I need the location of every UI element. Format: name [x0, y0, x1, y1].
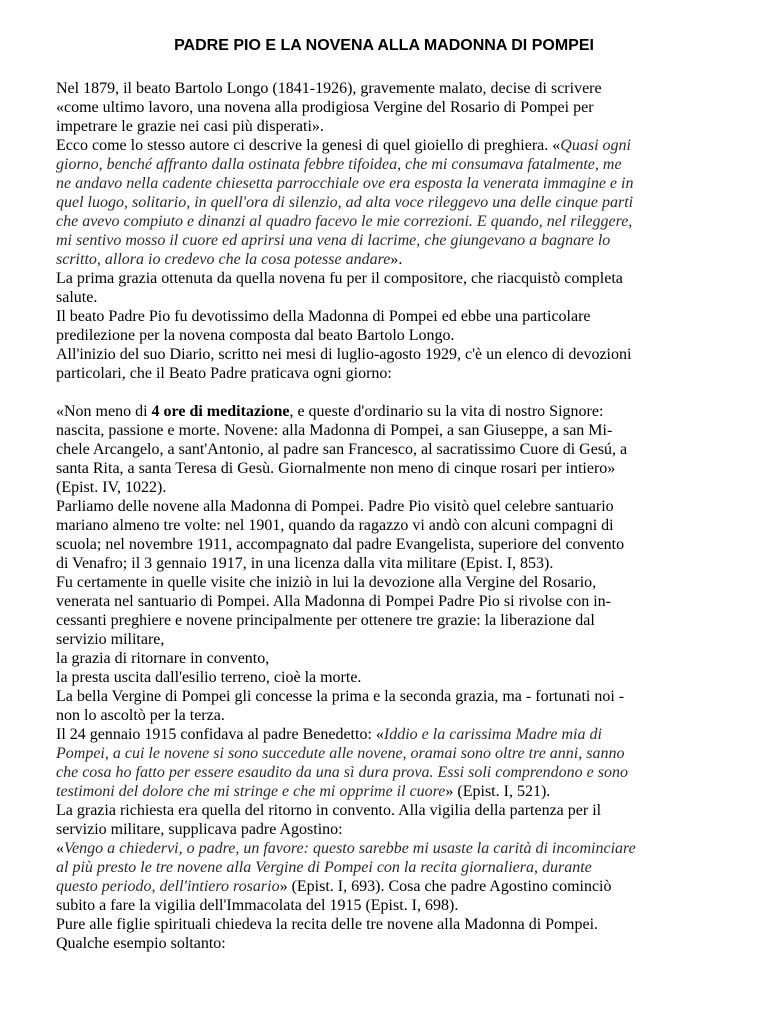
text-line [56, 345, 712, 364]
text-line [56, 611, 712, 630]
text-segment: (Epist. IV, 1022). [56, 479, 167, 496]
text-segment: Ecco come lo stesso autore ci descrive la genesi di quel gioiello di preghiera. « [56, 137, 561, 154]
text-segment: Il beato Padre Pio fu devotissimo della Madonna di Pompei ed ebbe una particolare [56, 308, 591, 325]
text-line [56, 117, 712, 136]
text-line [56, 250, 712, 269]
text-line [56, 934, 712, 953]
text-segment: la presta uscita dall'esilio terreno, cioè la morte. [56, 669, 362, 686]
text-segment: Nel 1879, il beato Bartolo Longo (1841-1926), gravemente malato, decise di scrivere [56, 80, 602, 97]
text-line [56, 630, 712, 649]
text-segment: chele Arcangelo, a sant'Antonio, al padre san Francesco, al sacratissimo Cuore di Gesú, a [56, 441, 628, 458]
text-line [56, 668, 712, 687]
text-line [56, 440, 712, 459]
text-segment: impetrare le grazie nei casi più disperati». [56, 118, 324, 135]
text-line [56, 402, 712, 421]
text-line [56, 269, 712, 288]
italic-quote-segment: Iddio e la carissima Madre mia di [383, 726, 602, 743]
italic-quote-segment: al più presto le tre novene alla Vergine di Pompei con la recita giornaliera, durante [56, 859, 592, 876]
document-title: PADRE PIO E LA NOVENA ALLA MADONNA DI POMPEI [174, 37, 594, 54]
text-segment: predilezione per la novena composta dal beato Bartolo Longo. [56, 327, 455, 344]
italic-quote-segment: Vengo a chiedervi, o padre, un favore: questo sarebbe mi usaste la carità di incominciare [64, 840, 636, 857]
text-segment: La prima grazia ottenuta da quella novena fu per il compositore, che riacquistò completa [56, 270, 623, 287]
text-line [56, 820, 712, 839]
italic-quote-segment: Quasi ogni [560, 137, 631, 154]
text-segment: servizio militare, [56, 631, 165, 648]
text-segment: cessanti preghiere e novene principalmente per ottenere tre grazie: la liberazione dal [56, 612, 595, 629]
text-line [56, 763, 712, 782]
text-segment: , e queste d'ordinario su la vita di nostro Signore: [289, 403, 604, 420]
text-segment: Qualche esempio soltanto: [56, 935, 226, 952]
italic-quote-segment: scritto, allora io credevo che la cosa potesse andare [56, 251, 391, 268]
text-line [56, 212, 712, 231]
text-segment: Parliamo delle novene alla Madonna di Pompei. Padre Pio visitò quel celebre santuario [56, 498, 614, 515]
text-line [56, 459, 712, 478]
text-line [56, 98, 712, 117]
text-segment: Il 24 gennaio 1915 confidava al padre Benedetto: « [56, 726, 384, 743]
bold-segment: 4 ore di meditazione [151, 403, 290, 420]
text-line [56, 174, 712, 193]
text-segment: nascita, passione e morte. Novene: alla Madonna di Pompei, a san Giuseppe, a san Mi- [56, 422, 613, 439]
text-segment: santa Rita, a santa Teresa di Gesù. Giornalmente non meno di cinque rosari per intiero» [56, 460, 616, 477]
italic-quote-segment: questo periodo, dell'intiero rosario [56, 878, 280, 895]
text-segment: «Non meno di [56, 403, 152, 420]
text-line [56, 649, 712, 668]
text-segment: scuola; nel novembre 1911, accompagnato dal padre Evangelista, superiore del convento [56, 536, 625, 553]
italic-quote-segment: Pompei, a cui le novene si sono succedute alle novene, oramai sono oltre tre anni, sanno [56, 745, 625, 762]
italic-quote-segment: quel luogo, solitario, in quell'ora di silenzio, ad alta voce rileggevo una delle cinque parti [56, 194, 634, 211]
text-line [56, 687, 712, 706]
text-line [56, 877, 712, 896]
text-segment: la grazia di ritornare in convento, [56, 650, 270, 667]
text-segment: » (Epist. I, 521). [445, 783, 551, 800]
text-line [56, 326, 712, 345]
italic-quote-segment: che avevo compiuto e dinanzi al quadro facevo le mie correzioni. E quando, nel rileggere, [56, 213, 633, 230]
text-line [56, 839, 712, 858]
text-line [56, 478, 712, 497]
text-segment: La grazia richiesta era quella del ritorno in convento. Alla vigilia della partenza per il [56, 802, 602, 819]
text-line [56, 231, 712, 250]
text-line [56, 554, 712, 573]
text-segment: » (Epist. I, 693). Cosa che padre Agostino cominciò [279, 878, 612, 895]
text-line [56, 516, 712, 535]
text-line [56, 744, 712, 763]
text-line [56, 497, 712, 516]
text-line [56, 288, 712, 307]
text-segment: « [56, 840, 64, 857]
text-segment: subito a fare la vigilia dell'Immacolata del 1915 (Epist. I, 698). [56, 897, 459, 914]
text-line [56, 535, 712, 554]
text-line [56, 136, 712, 155]
text-line [56, 421, 712, 440]
italic-quote-segment: giorno, benché affranto dalla ostinata febbre tifoidea, che mi consumava fatalmente, me [56, 156, 622, 173]
text-segment: mariano almeno tre volte: nel 1901, quando da ragazzo vi andò con alcuni compagni di [56, 517, 614, 534]
text-segment: All'inizio del suo Diario, scritto nei mesi di luglio-agosto 1929, c'è un elenco di devozioni [56, 346, 632, 363]
text-line [56, 801, 712, 820]
text-line [56, 573, 712, 592]
text-segment: salute. [56, 289, 98, 306]
text-segment: non lo ascoltò per la terza. [56, 707, 225, 724]
text-line [56, 706, 712, 725]
text-segment: venerata nel santuario di Pompei. Alla Madonna di Pompei Padre Pio si rivolse con in- [56, 593, 612, 610]
text-line [56, 155, 712, 174]
italic-quote-segment: che cosa ho fatto per essere esaudito da una sì dura prova. Essi soli comprendono e sono [56, 764, 628, 781]
text-segment: servizio militare, supplicava padre Agostino: [56, 821, 343, 838]
document-body [56, 79, 712, 953]
text-segment: La bella Vergine di Pompei gli concesse la prima e la seconda grazia, ma - fortunati noi - [56, 688, 625, 705]
blank-line [56, 383, 712, 402]
text-segment: particolari, che il Beato Padre praticava ogni giorno: [56, 365, 392, 382]
text-line [56, 592, 712, 611]
text-segment: di Venafro; il 3 gennaio 1917, in una licenza dalla vita militare (Epist. I, 853). [56, 555, 554, 572]
text-segment: «come ultimo lavoro, una novena alla prodigiosa Vergine del Rosario di Pompei per [56, 99, 594, 116]
text-line [56, 193, 712, 212]
italic-quote-segment: ne andavo nella cadente chiesetta parrocchiale ove era esposta la venerata immagine e in [56, 175, 634, 192]
text-segment: Fu certamente in quelle visite che iniziò in lui la devozione alla Vergine del Rosario, [56, 574, 597, 591]
text-line [56, 364, 712, 383]
text-segment: ». [390, 251, 403, 268]
italic-quote-segment: testimoni del dolore che mi stringe e che mi opprime il cuore [56, 783, 446, 800]
text-line [56, 307, 712, 326]
text-line [56, 896, 712, 915]
text-line [56, 858, 712, 877]
text-line [56, 915, 712, 934]
text-line [56, 782, 712, 801]
italic-quote-segment: mi sentivo mosso il cuore ed aprirsi una vena di lacrime, che giungevano a bagnare lo [56, 232, 611, 249]
text-line [56, 725, 712, 744]
text-segment: Pure alle figlie spirituali chiedeva la recita delle tre novene alla Madonna di Pompei. [56, 916, 599, 933]
text-line [56, 79, 712, 98]
